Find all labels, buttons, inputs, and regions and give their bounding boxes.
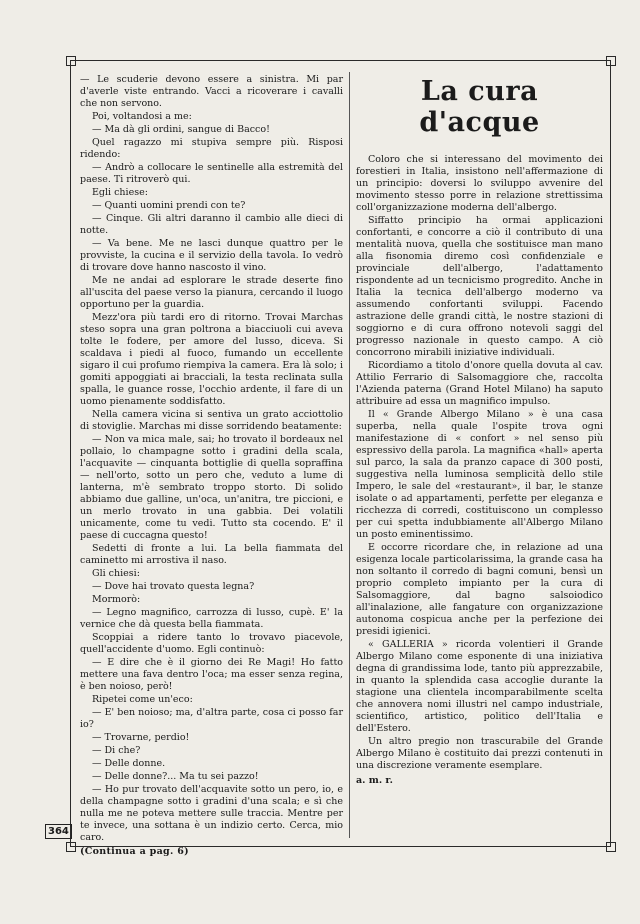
story-paragraph: — Andrò a collocare le sentinelle alla estremità del paese. Ti ritroverò qui. xyxy=(80,162,343,185)
article-paragraph: Il « Grande Albergo Milano » è una casa superba, nella quale l'ospite trova ogni manifestazione di « confort » nel senso più espressivo della parola. La magnifica «hall» aperta sul parco, la sala da pranzo capace di 300 posti, suggestiva nella luminosa semplicità dello stile Impero, le sale del «restaurant», il bar, le stanze isolate o ad appartamenti, perfette per eleganza e ricchezza di corredi, costituiscono un complesso per cui spetta indubbiamente all'Albergo Milano un posto eminentissimo. xyxy=(356,409,603,540)
story-paragraph: Ripetei come un'eco: xyxy=(92,694,193,705)
frame-corner-ornament xyxy=(66,56,76,66)
story-paragraph: Me ne andai ad esplorare le strade deserte fino all'uscita del paese verso la pianura, cercando il luogo opportuno per la guardia. xyxy=(80,275,343,310)
frame-top-rule xyxy=(70,60,611,61)
author-signature: a. m. r. xyxy=(356,775,393,786)
story-paragraph: — Non va mica male, sai; ho trovato il bordeaux nel pollaio, lo champagne sotto i gradini della scala, l'acquavite — cinquanta bottiglie di quella sopraffina — nell'orto, sotto un pero che, veduto a lume di lanterna, m'è sembrato troppo storto. Di solido abbiamo due galline, un'oca, un'anitra, tre piccioni, e un merlo trovato in una gabbia. Dei volatili unicamente, come tu vedi. Tutto sta cocendo. E' il paese di cuccagna questo! xyxy=(80,434,343,541)
frame-corner-ornament xyxy=(606,56,616,66)
story-column xyxy=(80,74,343,859)
article-paragraph: Coloro che si interessano del movimento dei forestieri in Italia, insistono nell'affermazione di un principio: doversi lo sviluppo avvenire del movimento stesso porre in relazione strettissima coll'organizzazione moderna dell'albergo. xyxy=(356,154,603,213)
article-paragraph: Siffatto principio ha ormai applicazioni confortanti, e concorre a ciò il contributo di una mentalità nuova, quella che sostituisce man mano alla fisonomia diremo così confidenziale e provinciale dell'albergo, l'adattamento rispondente ad un tecnicismo progredito. Anche in Italia la tecnica dell'albergo moderno va assumendo confortanti sviluppi. Facendo astrazione delle grandi città, le nostre stazioni di soggiorno e di cura offrono notevoli saggi del progresso nazionale in questo campo. A ciò concorrono mirabili iniziative individuali. xyxy=(356,215,603,358)
story-paragraph: — Dove hai trovato questa legna? xyxy=(92,581,255,592)
story-paragraph: Mormorò: xyxy=(92,594,141,605)
story-paragraph: — Ma dà gli ordini, sangue di Bacco! xyxy=(92,124,270,135)
story-paragraph: — Ho pur trovato dell'acquavite sotto un pero, io, e della champagne sotto i gradini d'una scala; e sì che nulla me ne poteva mettere sulle traccia. Mentre per te invece, una sottana è un indizio certo. Cerca, mio caro. xyxy=(80,784,343,843)
frame-right-rule xyxy=(610,60,611,847)
continuation-note: (Continua a pag. 6) xyxy=(80,846,189,857)
story-paragraph: — Di che? xyxy=(92,745,141,756)
story-paragraph: Sedetti di fronte a lui. La bella fiammata del caminetto mi arrostiva il naso. xyxy=(80,543,343,566)
article-paragraph: « GALLERIA » ricorda volentieri il Grande Albergo Milano come esponente di una iniziativa degna di grandissima lode, tanto più apprezzabile, in quanto la splendida casa accoglie durante la stagione una clientela incomparabilmente scelta che annovera nomi illustri nel campo industriale, scientifico, artistico, politico dell'Italia e dell'Estero. xyxy=(356,639,603,734)
article-paragraph: E occorre ricordare che, in relazione ad una esigenza locale particolarissima, la grande casa ha non soltanto il corredo di bagni comuni, bensì un proprio completo impianto per la cura di Salsomaggiore, dal bagno salsoiodico all'inalazione, alle fangature con organizzazione autonoma cospicua anche per la perfezione dei presidi igienici. xyxy=(356,542,603,637)
story-paragraph: — Legno magnifico, carrozza di lusso, cupè. E' la vernice che dà questa bella fiammata. xyxy=(80,607,343,630)
story-paragraph: — Delle donne. xyxy=(92,758,166,769)
story-paragraph: — Va bene. Me ne lasci dunque quattro per le provviste, la cucina e il servizio della tavola. Io vedrò di trovare dove hanno nascosto il vino. xyxy=(80,238,343,273)
frame-corner-ornament xyxy=(606,842,616,852)
story-paragraph: — E' ben noioso; ma, d'altra parte, cosa ci posso far io? xyxy=(80,707,343,730)
story-paragraph: Nella camera vicina si sentiva un grato acciottolio di stoviglie. Marchas mi disse sorridendo beatamente: xyxy=(80,409,343,432)
story-paragraph: Scoppiai a ridere tanto lo trovavo piacevole, quell'accidente d'uomo. Egli continuò: xyxy=(80,632,343,655)
frame-left-rule xyxy=(70,60,71,847)
story-paragraph: Poi, voltandosi a me: xyxy=(92,111,192,122)
story-paragraph: — Le scuderie devono essere a sinistra. Mi par d'averle viste entrando. Vacci a ricoverare i cavalli che non servono. xyxy=(80,74,343,109)
story-paragraph: Mezz'ora più tardi ero di ritorno. Trovai Marchas steso sopra una gran poltrona a biacciuoli cui aveva tolte le fodere, per amore del lusso, diceva. Si scaldava i piedi al fuoco, fumando un eccellente sigaro il cui profumo riempiva la camera. Era là solo; i gomiti appoggiati ai bracciali, la testa reclinata sulla spalla, le guance rosse, l'occhio ardente, il fare di un uomo pienamente soddisfatto. xyxy=(80,312,343,407)
column-divider xyxy=(349,72,350,838)
frame-corner-ornament xyxy=(66,842,76,852)
article-title: La cura d'acque xyxy=(419,76,540,138)
story-paragraph: — Delle donne?... Ma tu sei pazzo! xyxy=(92,771,259,782)
story-paragraph: — Quanti uomini prendi con te? xyxy=(92,200,246,211)
story-paragraph: Gli chiesi: xyxy=(92,568,140,579)
article-column xyxy=(356,74,603,788)
story-paragraph: Quel ragazzo mi stupiva sempre più. Risposi ridendo: xyxy=(80,137,343,160)
story-paragraph: Egli chiese: xyxy=(92,187,148,198)
story-paragraph: — Trovarne, perdio! xyxy=(92,732,190,743)
article-paragraph: Ricordiamo a titolo d'onore quella dovuta al cav. Attilio Ferrario di Salsomaggiore che, raccolta l'Azienda paterna (Grand Hotel Milano) ha saputo attribuire ad essa un magnifico impulso. xyxy=(356,360,603,407)
story-paragraph: — Cinque. Gli altri daranno il cambio alle dieci di notte. xyxy=(80,213,343,236)
page-number: 364 xyxy=(45,824,72,839)
story-paragraph: — E dire che è il giorno dei Re Magi! Ho fatto mettere una fava dentro l'oca; ma esser senza regina, è ben noioso, però! xyxy=(80,657,343,692)
article-paragraph: Un altro pregio non trascurabile del Grande Albergo Milano è costituito dai prezzi contenuti in una discrezione veramente esemplare. xyxy=(356,736,603,771)
